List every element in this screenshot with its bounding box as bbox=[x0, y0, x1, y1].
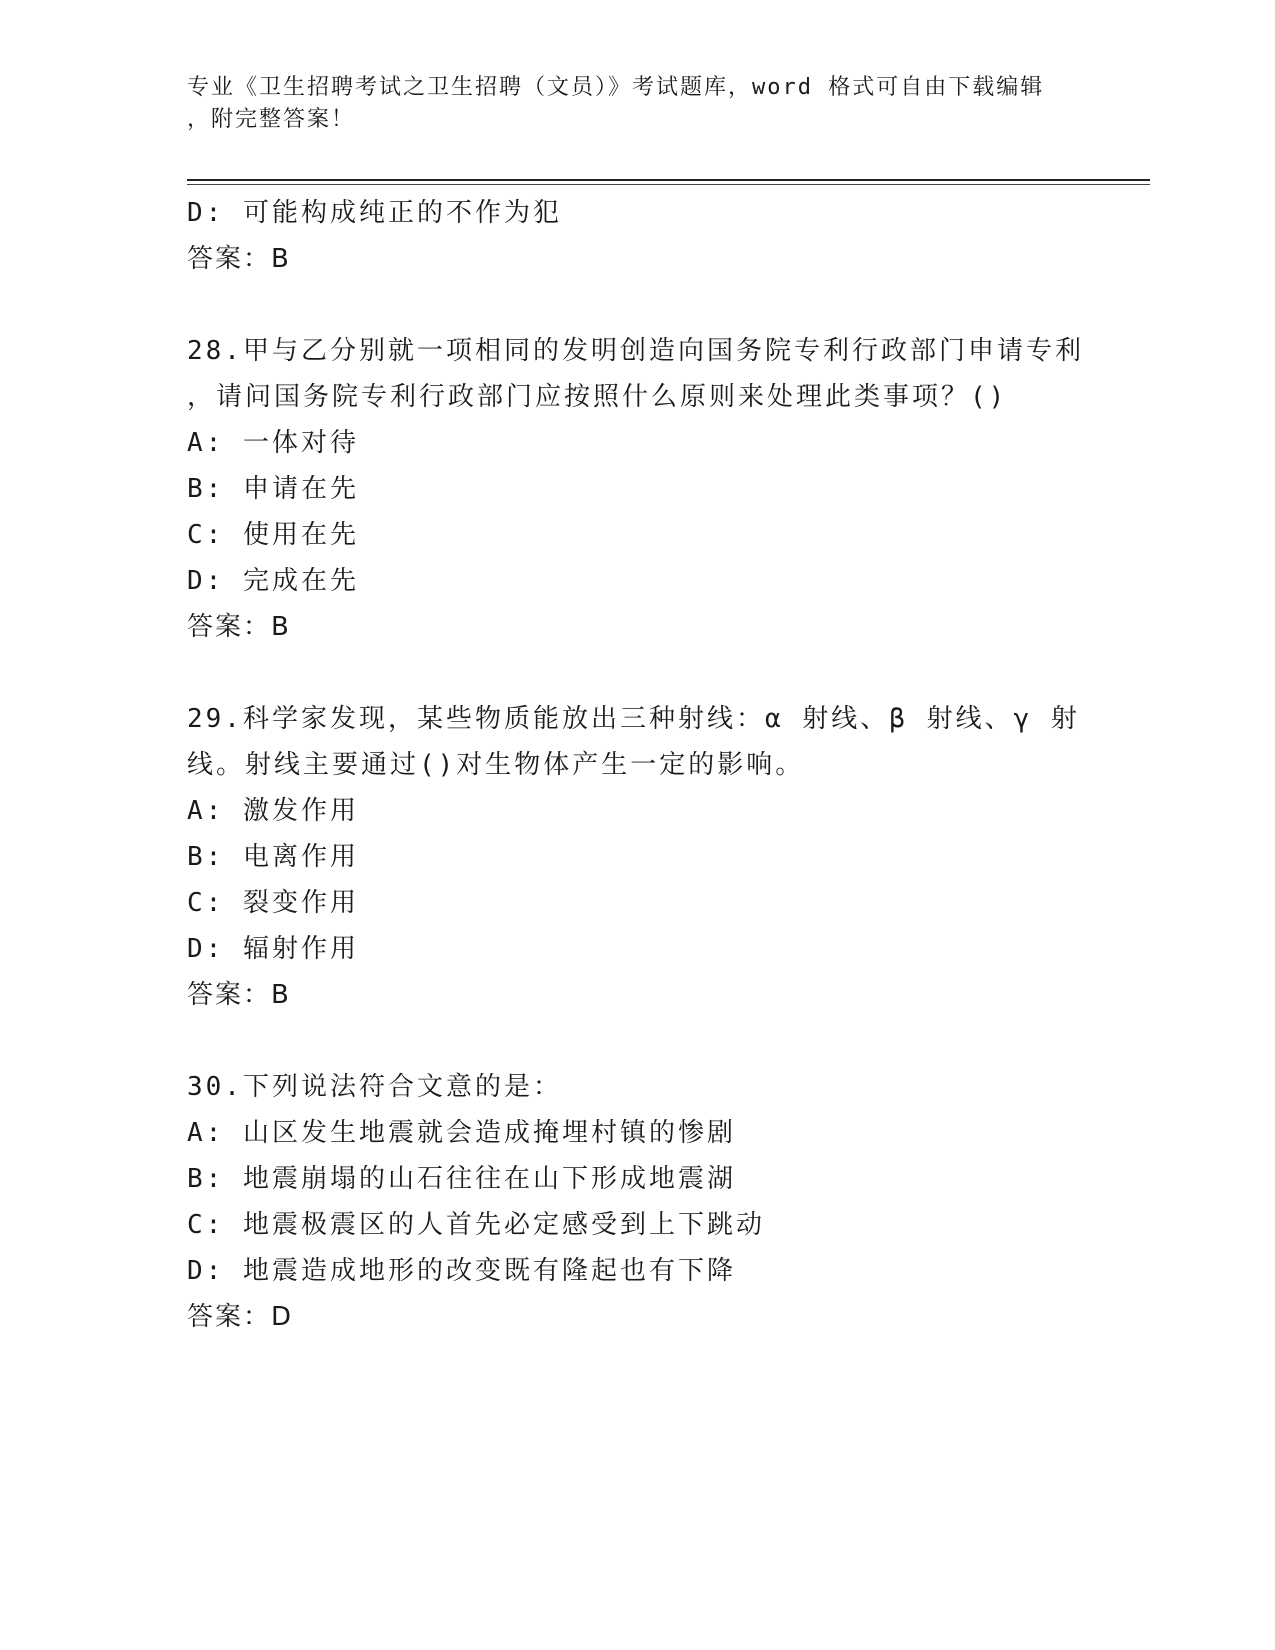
answer-value: B bbox=[271, 980, 291, 1010]
question-stem-line: 28.甲与乙分别就一项相同的发明创造向国务院专利行政部门申请专利 bbox=[187, 336, 1084, 366]
header-line-2: ，附完整答案！ bbox=[187, 107, 356, 132]
question-stem-line: 30.下列说法符合文意的是： bbox=[187, 1072, 562, 1102]
question-stem-line: 29.科学家发现，某些物质能放出三种射线：α 射线、β 射线、γ 射 bbox=[187, 704, 1080, 734]
question-29 bbox=[187, 696, 1087, 1018]
answer-value: B bbox=[271, 244, 291, 274]
question-spacer bbox=[187, 1018, 1087, 1064]
answer-label: 答案： bbox=[187, 980, 272, 1010]
answer-label: 答案： bbox=[187, 612, 272, 642]
option-a: A: 一体对待 bbox=[187, 428, 359, 458]
answer-label: 答案： bbox=[187, 244, 272, 274]
option-d: D: 完成在先 bbox=[187, 566, 359, 596]
option-c: C: 使用在先 bbox=[187, 520, 359, 550]
prev-question-answer bbox=[187, 236, 1087, 282]
option-d: D: 辐射作用 bbox=[187, 934, 359, 964]
question-spacer bbox=[187, 650, 1087, 696]
header-line-1: 专业《卫生招聘考试之卫生招聘（文员）》考试题库，word 格式可自由下载编辑 bbox=[187, 75, 1045, 100]
option-d: D: 地震造成地形的改变既有隆起也有下降 bbox=[187, 1256, 736, 1286]
option-c: C: 地震极震区的人首先必定感受到上下跳动 bbox=[187, 1210, 765, 1240]
option-b: B: 电离作用 bbox=[187, 842, 359, 872]
question-stem-line: ，请问国务院专利行政部门应按照什么原则来处理此类事项？() bbox=[187, 382, 1008, 412]
answer-label: 答案： bbox=[187, 1302, 272, 1332]
header-divider-thin bbox=[187, 184, 1150, 185]
question-spacer bbox=[187, 282, 1087, 328]
question-answer bbox=[187, 972, 1087, 1018]
answer-value: B bbox=[271, 612, 291, 642]
option-b: B: 申请在先 bbox=[187, 474, 359, 504]
question-list bbox=[187, 190, 1087, 1340]
question-stem-line: 线。射线主要通过()对生物体产生一定的影响。 bbox=[187, 750, 805, 780]
option-b: B: 地震崩塌的山石往往在山下形成地震湖 bbox=[187, 1164, 736, 1194]
question-answer bbox=[187, 1294, 1087, 1340]
prev-question-option-d: D: 可能构成纯正的不作为犯 bbox=[187, 198, 562, 228]
option-c: C: 裂变作用 bbox=[187, 888, 359, 918]
option-a: A: 激发作用 bbox=[187, 796, 359, 826]
document-header bbox=[187, 72, 1067, 136]
question-30 bbox=[187, 1064, 1087, 1340]
option-a: A: 山区发生地震就会造成掩埋村镇的惨剧 bbox=[187, 1118, 736, 1148]
question-28 bbox=[187, 328, 1087, 650]
answer-value: D bbox=[271, 1302, 294, 1332]
question-answer bbox=[187, 604, 1087, 650]
header-divider-thick bbox=[187, 179, 1150, 181]
